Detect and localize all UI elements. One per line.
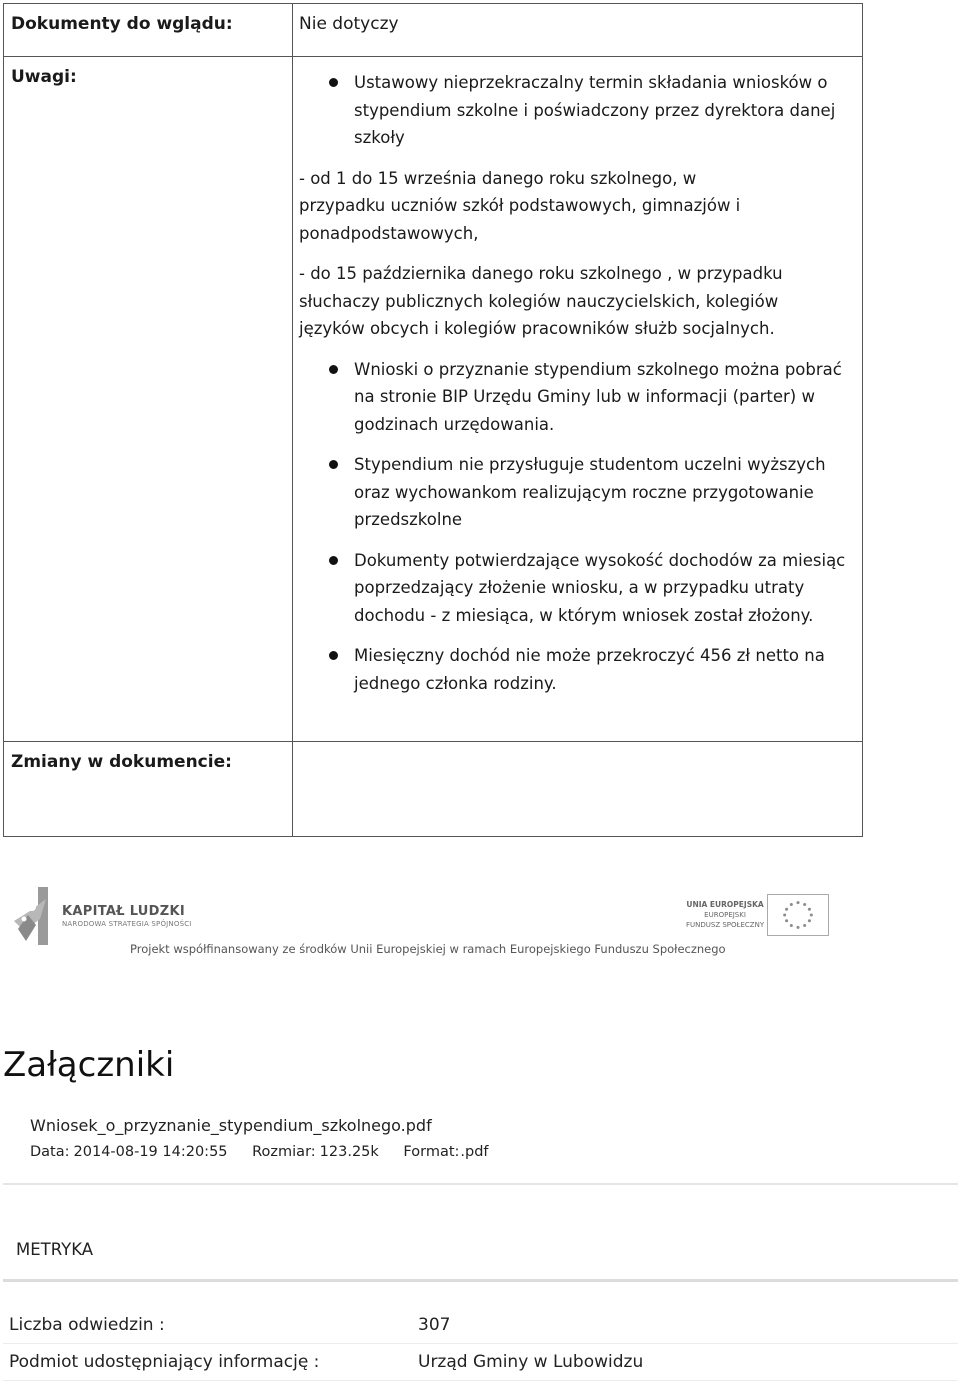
bullet-dot-icon xyxy=(329,460,338,469)
funding-logos-band xyxy=(0,880,840,965)
eu-fund-text xyxy=(686,900,764,930)
eu-fund-line: EUROPEJSKI xyxy=(704,911,746,919)
attachment-date-value: 2014-08-19 14:20:55 xyxy=(73,1144,228,1160)
metryka-value: 307 xyxy=(418,1315,451,1335)
metryka-value: Urząd Gminy w Lubowidzu xyxy=(418,1352,644,1372)
kapital-ludzki-subtitle: NARODOWA STRATEGIA SPÓJNOŚCI xyxy=(62,920,192,928)
attachment-file-link[interactable]: Wniosek_o_przyznanie_stypendium_szkolnego.pdf xyxy=(30,1116,432,1135)
notes-term-schools: - od 1 do 15 września danego roku szkolnego, w przypadku uczniów szkół podstawowych, gimnazjów i ponadpodstawowych, xyxy=(299,168,741,243)
attachment-format-value: .pdf xyxy=(460,1144,489,1160)
bullet-dot-icon xyxy=(329,365,338,374)
bullet-dot-icon xyxy=(329,78,338,87)
attachment-size-label: Rozmiar: xyxy=(252,1144,316,1160)
notes-bullet-income-limit xyxy=(299,642,855,697)
documents-row xyxy=(4,4,863,57)
notes-row xyxy=(4,57,863,742)
bullet-dot-icon xyxy=(329,556,338,565)
eu-fund-line: FUNDUSZ SPOŁECZNY xyxy=(686,921,765,929)
attachments-heading: Załączniki xyxy=(3,1045,175,1085)
divider xyxy=(3,1183,958,1185)
notes-bullet-deadline xyxy=(299,69,855,152)
changes-value xyxy=(293,742,863,837)
attachment-format-label: Format: xyxy=(403,1144,460,1160)
metryka-label: Podmiot udostępniający informację : xyxy=(9,1352,320,1372)
attachment-date xyxy=(30,1144,228,1160)
attachment-size-value: 123.25k xyxy=(319,1144,379,1160)
notes-bullet-text: Miesięczny dochód nie może przekroczyć 456 zł netto na jednego członka rodziny. xyxy=(354,646,825,693)
bullet-dot-icon xyxy=(329,651,338,660)
eu-union-name: UNIA EUROPEJSKA xyxy=(686,900,764,909)
changes-label: Zmiany w dokumencie: xyxy=(4,742,293,837)
changes-row xyxy=(4,742,863,837)
metryka-label: Liczba odwiedzin : xyxy=(9,1315,165,1335)
divider xyxy=(3,1380,958,1381)
kapital-ludzki-logo-icon xyxy=(10,885,58,949)
notes-bullet-text: Wnioski o przyznanie stypendium szkolnego można pobrać na stronie BIP Urzędu Gminy lub w informacji (parter) w godzinach urzędowania. xyxy=(354,359,842,434)
document-details-table xyxy=(3,3,863,837)
notes-bullet-eligibility xyxy=(299,451,855,534)
attachment-meta xyxy=(30,1144,509,1160)
metryka-heading: METRYKA xyxy=(16,1240,94,1259)
attachment-size xyxy=(252,1144,379,1160)
kapital-ludzki-title: KAPITAŁ LUDZKI xyxy=(62,904,185,919)
notes-term-colleges: - do 15 października danego roku szkolnego , w przypadku słuchaczy publicznych kolegiów nauczycielskich, kolegiów języków obcych i kolegiów pracowników służb socjalnych. xyxy=(299,264,783,338)
notes-content xyxy=(293,57,863,742)
notes-bullet-text: Ustawowy nieprzekraczalny termin składania wniosków o stypendium szkolne i poświadczony przez dyrektora danej szkoły xyxy=(354,73,836,147)
notes-bullet-forms xyxy=(299,356,855,439)
funding-caption: Projekt współfinansowany ze środków Unii Europejskiej w ramach Europejskiego Funduszu Społecznego xyxy=(130,942,726,956)
attachment-date-label: Data: xyxy=(30,1144,70,1160)
documents-label: Dokumenty do wglądu: xyxy=(4,4,293,57)
documents-value: Nie dotyczy xyxy=(293,4,863,57)
notes-bullet-text: Dokumenty potwierdzające wysokość dochodów za miesiąc poprzedzający złożenie wniosku, a w przypadku utraty dochodu - z miesiąca, w którym wniosek został złożony. xyxy=(354,550,846,625)
attachment-format xyxy=(403,1144,488,1160)
notes-bullet-text: Stypendium nie przysługuje studentom uczelni wyższych oraz wychowankom realizującym roczne przygotowanie przedszkolne xyxy=(354,455,826,529)
notes-label: Uwagi: xyxy=(4,57,293,742)
notes-bullet-income-docs xyxy=(299,547,855,630)
divider xyxy=(3,1279,958,1282)
divider xyxy=(3,1343,958,1344)
eu-flag-logo-icon xyxy=(767,894,829,936)
